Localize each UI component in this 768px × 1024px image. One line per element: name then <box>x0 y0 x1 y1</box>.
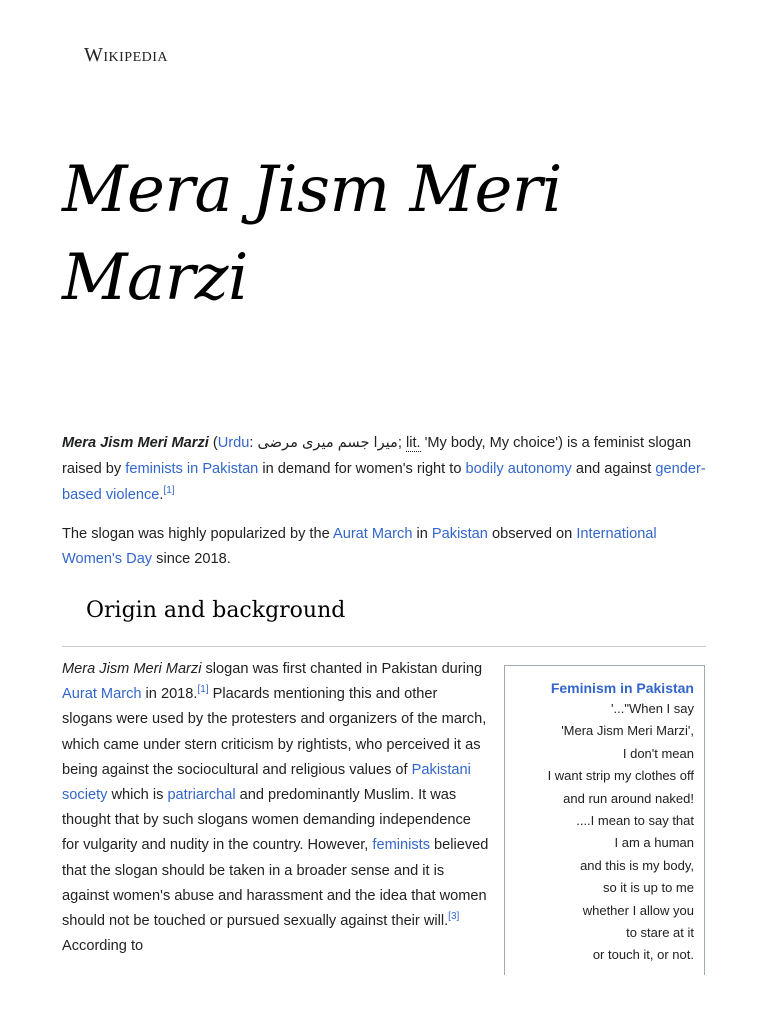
link-pakistani-society[interactable]: Pakistani society <box>62 761 471 804</box>
quote-line: I don't mean <box>622 745 694 761</box>
citation-1b[interactable]: [1] <box>197 684 209 696</box>
link-feminists-in-pakistan[interactable]: feminists in Pakistan <box>125 461 259 477</box>
quote-line: I want strip my clothes off <box>547 768 694 784</box>
origin-paragraph: Mera Jism Meri Marzi slogan was first chanted in Pakistan during Aurat March in 2018.[1] Placards mentioning this and other slogans were used by the protesters and organizers of the march, which came under stern criticism by rightists, who perceived it as being against the sociocultural and religious values of Pakistani society which is patriarchal and predominantly Muslim. It was thought that by such slogans women demanding independence for vulgarity and nudity in the country. However, feminists believed that the slogan should be taken in a broader sense and it is against women's abuse and harassment and the idea that women should not be touched or pursued sexually against their will.[3] According to <box>62 661 489 955</box>
quote-line: I am a human <box>614 835 694 851</box>
intro-paragraph: Mera Jism Meri Marzi (Urdu: میرا جسم میری مرضی; lit. 'My body, My choice') is a feminist slogan raised by feminists in Pakistan in demand for women's right to bodily autonomy and against gender-based violence.[1] <box>62 435 706 503</box>
sidebar-quote-box <box>504 665 705 975</box>
abbr-literally[interactable]: lit. <box>405 435 421 451</box>
sidebox-title[interactable]: Feminism in Pakistan <box>550 680 694 696</box>
link-gender-based-violence[interactable]: gender-based violence <box>62 461 706 503</box>
quote-line: ....I mean to say that <box>576 813 694 829</box>
quote-line: or touch it, or not. <box>592 947 694 963</box>
link-pakistan[interactable]: Pakistan <box>431 526 488 542</box>
citation-3[interactable]: [3] <box>448 911 460 923</box>
quote-line: whether I allow you <box>582 902 694 918</box>
link-urdu[interactable]: Urdu <box>217 435 250 451</box>
link-bodily-autonomy[interactable]: bodily autonomy <box>465 461 572 477</box>
link-patriarchal[interactable]: patriarchal <box>167 787 236 804</box>
link-aurat-march[interactable]: Aurat March <box>332 526 413 542</box>
quote-line: and this is my body, <box>580 857 694 873</box>
paragraph-2: The slogan was highly popularized by the Aurat March in Pakistan observed on International Women's Day since 2018. <box>62 526 657 567</box>
link-feminists[interactable]: feminists <box>372 837 430 854</box>
quote-line: and run around naked! <box>563 790 694 806</box>
bold-term: Mera Jism Meri Marzi <box>62 435 209 451</box>
section-divider <box>62 646 706 647</box>
citation-1[interactable]: [1] <box>163 485 175 496</box>
link-international-womens-day[interactable]: International Women's Day <box>62 526 657 567</box>
quote-line: so it is up to me <box>602 880 694 896</box>
page-title: Mera Jism Meri Marzi <box>62 153 562 315</box>
quote-line: 'Mera Jism Meri Marzi', <box>561 723 694 739</box>
quote-line: '..."When I say <box>611 701 694 716</box>
quote-line: to stare at it <box>626 925 694 941</box>
link-aurat-march-2[interactable]: Aurat March <box>62 686 142 703</box>
section-heading-origin[interactable]: Origin and background <box>86 598 346 623</box>
wikipedia-wordmark[interactable]: Wikipedia <box>84 44 169 66</box>
sidebox-quote <box>505 698 704 967</box>
